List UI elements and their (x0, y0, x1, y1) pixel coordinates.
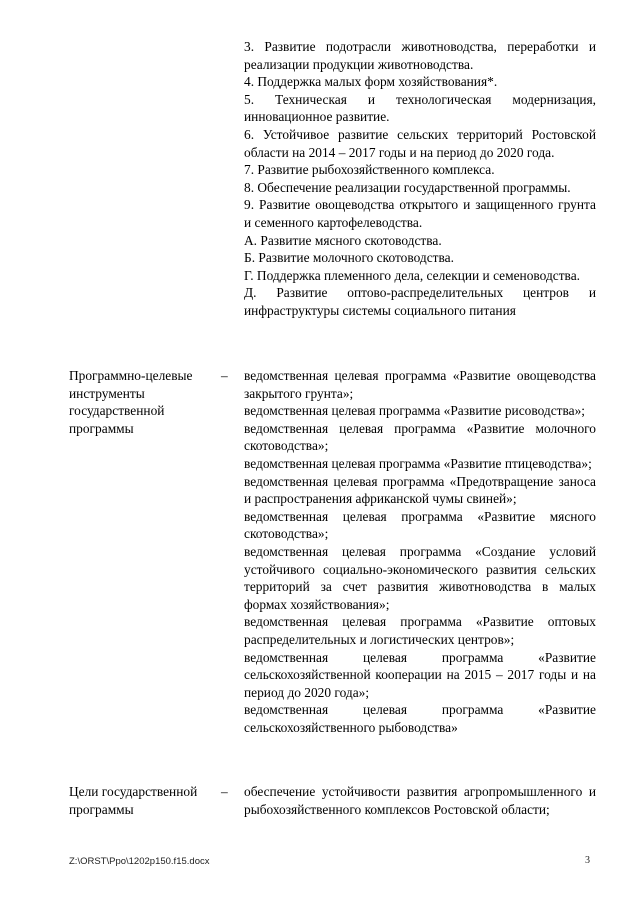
subprogram-item: Б. Развитие молочного скотоводства. (244, 250, 454, 266)
instruments-label: Программно-целевые инструменты государственной программы (69, 368, 193, 436)
subprogram-list (244, 38, 596, 320)
subprogram-item: 9. Развитие овощеводства открытого и защищенного грунта и семенного картофелеводства. (244, 197, 596, 230)
subprogram-item: 5. Техническая и технологическая модернизация, инновационное развитие. (244, 91, 596, 125)
subprogram-item: 3. Развитие подотрасли животноводства, переработки и реализации продукции животноводства. (244, 39, 596, 72)
goals-list (244, 783, 596, 818)
instrument-item: ведомственная целевая программа «Развитие рисоводства»; (244, 403, 585, 419)
instrument-item: ведомственная целевая программа «Развитие овощеводства закрытого грунта»; (244, 368, 596, 401)
subprogram-item: 8. Обеспечение реализации государственной программы. (244, 179, 571, 195)
subprogram-item: 4. Поддержка малых форм хозяйствования*. (244, 74, 498, 90)
instrument-item: ведомственная целевая программа «Развитие молочного скотоводства»; (244, 420, 596, 454)
subprogram-item: 7. Развитие рыбохозяйственного комплекса. (244, 162, 495, 178)
subprogram-item: Д. Развитие оптово-распределительных центров и инфраструктуры системы социального питания (244, 285, 596, 318)
goal-item: обеспечение устойчивости развития агропромышленного и рыбохозяйственного комплексов Ростовской области; (244, 784, 596, 817)
goals-dash: – (221, 784, 228, 799)
instrument-item: ведомственная целевая программа «Создание условий устойчивого социально-экономического развития сельских территорий за счет развития животноводства в малых формах хозяйствования»; (244, 543, 596, 612)
instrument-item: ведомственная целевая программа «Развитие мясного скотоводства»; (244, 508, 596, 542)
instrument-item: ведомственная целевая программа «Развитие сельскохозяйственной кооперации на 2015 – 2017 годы и на период до 2020 года»; (244, 649, 596, 700)
instruments-dash: – (221, 368, 228, 383)
goals-label: Цели государственной программы (69, 784, 198, 817)
subprogram-item: А. Развитие мясного скотоводства. (244, 232, 442, 248)
instrument-item: ведомственная целевая программа «Развитие сельскохозяйственного рыбоводства» (244, 702, 596, 735)
instrument-item: ведомственная целевая программа «Развитие оптовых распределительных и логистических центров»; (244, 614, 596, 647)
subprogram-item: 6. Устойчивое развитие сельских территорий Ростовской области на 2014 – 2017 годы и на период до 2020 года. (244, 126, 596, 160)
page-number: 3 (585, 855, 590, 866)
subprogram-item: Г. Поддержка племенного дела, селекции и семеноводства. (244, 267, 580, 283)
footer-file-path: Z:\ORST\Ppo\1202p150.f15.docx (69, 856, 210, 867)
instruments-list (244, 367, 596, 736)
instrument-item: ведомственная целевая программа «Предотвращение заноса и распространения африканской чумы свиней»; (244, 473, 596, 507)
instrument-item: ведомственная целевая программа «Развитие птицеводства»; (244, 455, 592, 471)
